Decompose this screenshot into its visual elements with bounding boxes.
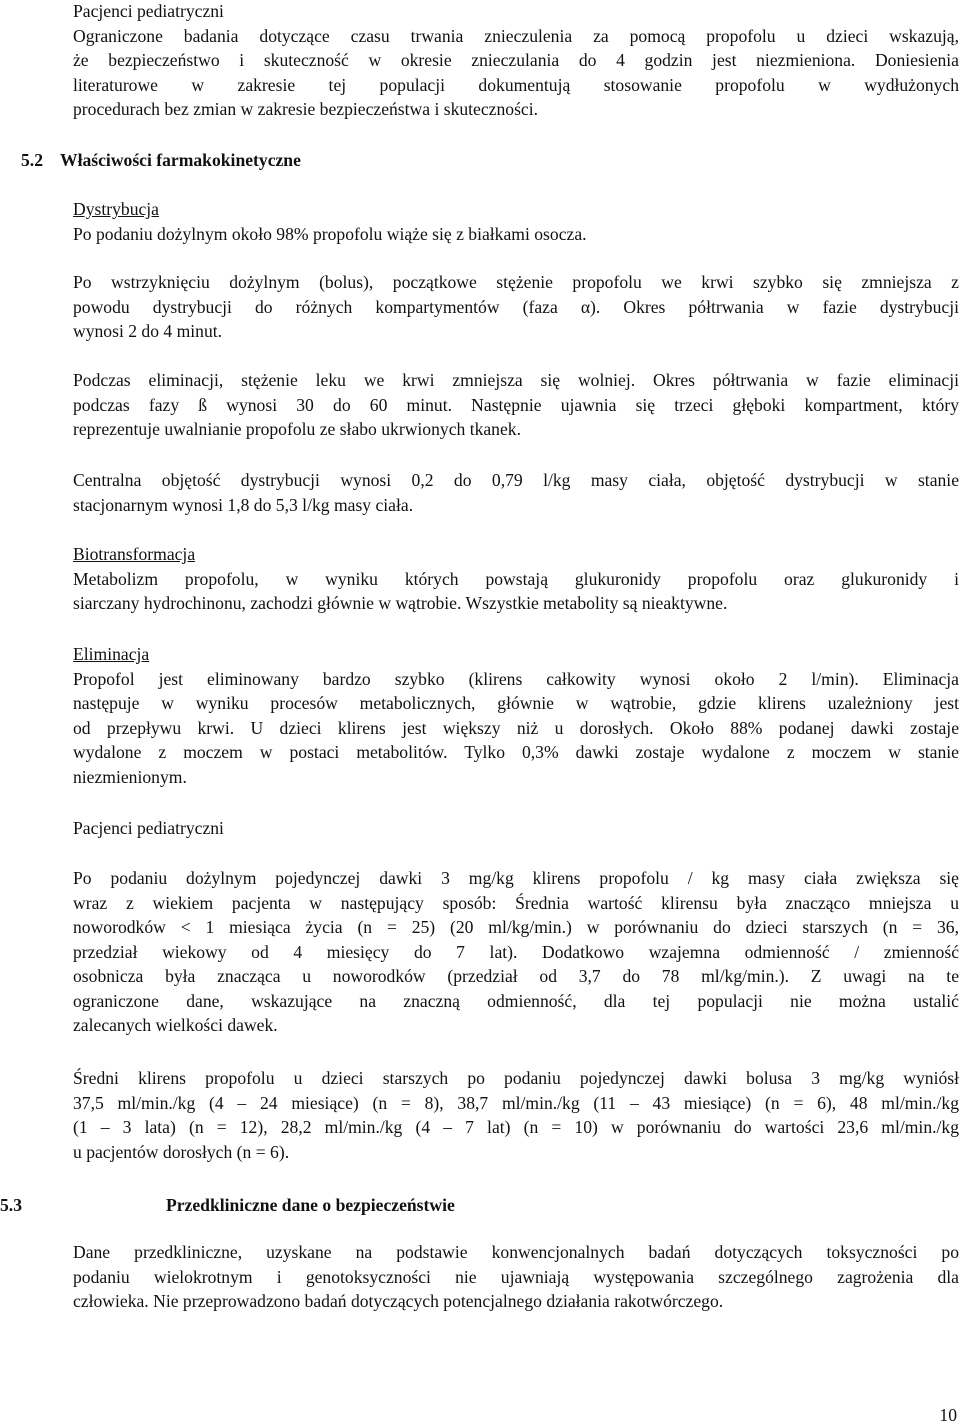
paragraph-line: zalecanych wielkości dawek. bbox=[73, 1015, 278, 1035]
intro-line: Ograniczone badania dotyczące czasu trwania znieczulenia za pomocą propofolu u dzieci wskazują, bbox=[73, 25, 959, 46]
paragraph-line: noworodków < 1 miesiąca życia (n = 25) (20 ml/kg/min.) w porównaniu do dzieci starszych (n = 36, bbox=[73, 917, 959, 937]
paragraph-line: Po podaniu dożylnym pojedynczej dawki 3 mg/kg klirens propofolu / kg masy ciała zwiększa się bbox=[73, 868, 959, 888]
paragraph-line: u pacjentów dorosłych (n = 6). bbox=[73, 1141, 290, 1162]
intro-line: że bezpieczeństwo i skuteczność w okresie znieczulania do 4 godzin jest niezmieniona. Doniesienia bbox=[73, 50, 959, 70]
paragraph-line: Średni klirens propofolu u dzieci starszych po podaniu pojedynczej dawki bolusa 3 mg/kg wyniósł bbox=[73, 1068, 959, 1088]
paragraph-line: wraz z wiekiem pacjenta w następujący sposób: Średnia wartość klirensu była znacząco mniejsza u bbox=[73, 892, 959, 913]
paragraph-line: przedział wiekowy od 4 miesięcy do 7 lat). Dodatkowo wzajemna odmienność / zmienność bbox=[73, 941, 959, 962]
dystrybucja-heading: Dystrybucja bbox=[73, 199, 159, 219]
dystrybucja-block bbox=[73, 197, 959, 246]
paragraph-line: Metabolizm propofolu, w wyniku których powstają glukuronidy propofolu oraz glukuronidy i bbox=[73, 568, 959, 589]
paragraph-line: stacjonarnym wynosi 1,8 do 5,3 l/kg masy ciała. bbox=[73, 494, 414, 515]
section-5-3-paragraph bbox=[73, 1240, 959, 1314]
intro-block bbox=[73, 0, 959, 122]
section-number: 5.3 bbox=[0, 1195, 22, 1215]
paragraph-line: siarczany hydrochinonu, zachodzi głównie w wątrobie. Wszystkie metabolity są nieaktywne. bbox=[73, 593, 728, 613]
eliminacja-block bbox=[73, 642, 959, 789]
dystrybucja-paragraph-3 bbox=[73, 368, 959, 442]
paragraph-line: ograniczone dane, wskazujące na znaczną odmienność, dla tej populacji nie można ustalić bbox=[73, 990, 959, 1011]
paragraph-line: Podczas eliminacji, stężenie leku we krwi zmniejsza się wolniej. Okres półtrwania w fazie eliminacji bbox=[73, 370, 959, 390]
paragraph-line: podczas fazy ß wynosi 30 do 60 minut. Następnie ujawnia się trzeci głęboki kompartment, który bbox=[73, 394, 959, 415]
paragraph-line: Centralna objętość dystrybucji wynosi 0,2 do 0,79 l/kg masy ciała, objętość dystrybucji w stanie bbox=[73, 470, 959, 490]
pediatric-paragraph-1 bbox=[73, 866, 959, 1038]
biotransformacja-block bbox=[73, 542, 959, 616]
section-number: 5.2 bbox=[21, 150, 43, 170]
paragraph-line: 37,5 ml/min./kg (4 – 24 miesiące) (n = 8), 38,7 ml/min./kg (11 – 43 miesiące) (n = 6), 48 ml/min./kg bbox=[73, 1092, 959, 1113]
dystrybucja-paragraph-4 bbox=[73, 468, 959, 517]
paragraph-line: Dane przedkliniczne, uzyskane na podstawie konwencjonalnych badań dotyczących toksyczności po bbox=[73, 1242, 959, 1262]
intro-heading: Pacjenci pediatryczni bbox=[73, 1, 224, 21]
paragraph-line: podaniu wielokrotnym i genotoksyczności nie ujawniają występowania szczególnego zagrożenia dla bbox=[73, 1266, 959, 1287]
paragraph-line: Propofol jest eliminowany bardzo szybko (klirens całkowity wynosi około 2 l/min). Eliminacja bbox=[73, 668, 959, 689]
paragraph-line: wynosi 2 do 4 minut. bbox=[73, 321, 223, 341]
section-5-3-heading bbox=[0, 1193, 600, 1218]
paragraph-line: człowieka. Nie przeprowadzono badań dotyczących potencjalnego działania rakotwórczego. bbox=[73, 1291, 724, 1311]
paragraph-line: następuje w wyniku procesów metabolicznych, głównie w wątrobie, gdzie klirens uzależniony jest bbox=[73, 693, 959, 713]
page-number: 10 bbox=[939, 1405, 957, 1425]
biotransformacja-heading: Biotransformacja bbox=[73, 544, 196, 564]
section-5-2-heading bbox=[21, 148, 301, 173]
paragraph-line: (1 – 3 lata) (n = 12), 28,2 ml/min./kg (4 – 7 lat) (n = 10) w porównaniu do wartości 23,6 ml/min./kg bbox=[73, 1117, 959, 1137]
paragraph-line: powodu dystrybucji do różnych kompartymentów (faza α). Okres półtrwania w fazie dystrybucji bbox=[73, 296, 959, 317]
section-title: Właściwości farmakokinetyczne bbox=[60, 150, 301, 170]
pediatric-heading-block bbox=[73, 816, 959, 841]
paragraph-line: Po wstrzyknięciu dożylnym (bolus), początkowe stężenie propofolu we krwi szybko się zmniejsza z bbox=[73, 272, 959, 292]
pediatric-paragraph-2 bbox=[73, 1066, 959, 1164]
paragraph-line: wydalone z moczem w postaci metabolitów. Tylko 0,3% dawki zostaje wydalone z moczem w stanie bbox=[73, 742, 959, 762]
paragraph-line: reprezentuje uwalnianie propofolu ze słabo ukrwionych tkanek. bbox=[73, 419, 521, 439]
eliminacja-heading: Eliminacja bbox=[73, 644, 150, 664]
paragraph-line: osobnicza była znacząca u noworodków (przedział od 3,7 do 78 ml/kg/min.). Z uwagi na te bbox=[73, 966, 959, 986]
paragraph-line: od przepływu krwi. U dzieci klirens jest większy niż u dorosłych. Około 88% podanej dawki zostaje bbox=[73, 717, 959, 738]
paragraph-line: Po podaniu dożylnym około 98% propofolu wiąże się z białkami osocza. bbox=[73, 223, 587, 244]
pediatric-heading: Pacjenci pediatryczni bbox=[73, 818, 224, 838]
intro-line: literaturowe w zakresie tej populacji dokumentują stosowanie propofolu w wydłużonych bbox=[73, 74, 959, 95]
paragraph-line: niezmienionym. bbox=[73, 766, 187, 787]
section-title: Przedkliniczne dane o bezpieczeństwie bbox=[166, 1195, 455, 1215]
dystrybucja-paragraph-2 bbox=[73, 270, 959, 344]
intro-line: procedurach bez zmian w zakresie bezpieczeństwa i skuteczności. bbox=[73, 99, 539, 119]
